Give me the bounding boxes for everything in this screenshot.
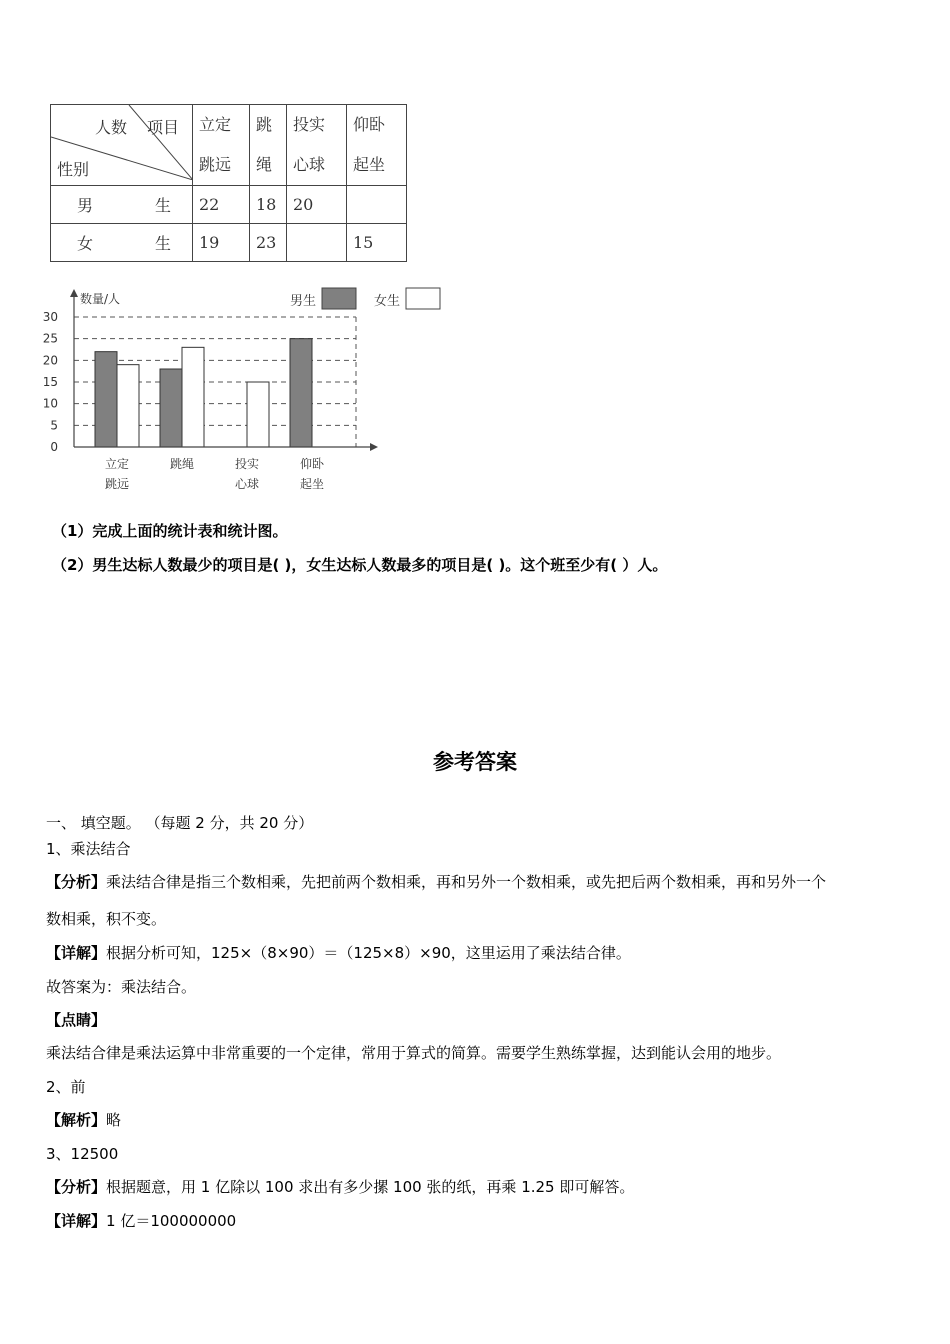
answer-line xyxy=(46,1176,634,1197)
answer-text: 根据题意，用 1 亿除以 100 求出有多少摞 100 张的纸，再乘 1.25 即可解答。 xyxy=(106,1178,635,1196)
answer-text: 2、前 xyxy=(46,1078,86,1096)
chart-legend xyxy=(290,288,440,309)
column-header: 仰卧 起坐 xyxy=(347,105,407,186)
column-header: 投实 心球 xyxy=(287,105,347,186)
answer-text: 根据分析可知，125×（8×90）＝（125×8）×90，这里运用了乘法结合律。 xyxy=(106,944,631,962)
legend-label-male: 男生 xyxy=(290,294,317,309)
x-axis-arrow xyxy=(370,443,378,451)
bar-female xyxy=(182,347,204,447)
x-category-label: 跳远 xyxy=(104,477,130,491)
x-category-label: 起坐 xyxy=(299,477,325,491)
answer-text: 3、12500 xyxy=(46,1145,119,1163)
x-category-labels xyxy=(105,456,325,491)
answer-line xyxy=(46,838,131,859)
y-tick-label: 20 xyxy=(42,353,58,368)
table-cell: 15 xyxy=(347,224,407,262)
answer-tag: 【分析】 xyxy=(46,1178,107,1196)
table-cell: 18 xyxy=(250,186,287,224)
corner-label-gender: 性别 xyxy=(57,160,90,179)
bar-female xyxy=(117,365,139,447)
answer-line xyxy=(46,1210,236,1231)
answer-line xyxy=(46,1076,86,1097)
answer-text: 数相乘，积不变。 xyxy=(46,910,167,928)
answer-text: 一、 填空题。 （每题 2 分，共 20 分） xyxy=(46,814,314,832)
y-tick-label: 30 xyxy=(42,310,58,324)
table-row xyxy=(51,186,407,224)
statistics-table xyxy=(50,104,406,255)
row-label: 女 生 xyxy=(51,224,193,262)
table-row xyxy=(51,224,407,262)
bar-chart xyxy=(40,285,460,495)
answer-line xyxy=(46,1009,106,1030)
corner-label-item: 项目 xyxy=(147,118,180,137)
answer-line xyxy=(46,871,826,892)
x-category-label: 跳绳 xyxy=(169,457,195,471)
y-axis-label: 数量/人 xyxy=(80,292,121,306)
answer-tag: 【详解】 xyxy=(46,944,107,962)
y-tick-label: 5 xyxy=(50,418,58,433)
bar-male xyxy=(160,369,182,447)
row-label: 男 生 xyxy=(51,186,193,224)
answer-tag: 【分析】 xyxy=(46,873,107,891)
answer-text: 乘法结合律是乘法运算中非常重要的一个定律，常用于算式的简算。需要学生熟练掌握，达到能认会用的地步。 xyxy=(46,1044,782,1062)
answer-text: 略 xyxy=(106,1111,122,1129)
table-corner-header xyxy=(51,105,193,186)
corner-label-count: 人数 xyxy=(95,118,128,137)
question-2: （2）男生达标人数最少的项目是( )，女生达标人数最多的项目是( )。这个班至少有( ）人。 xyxy=(52,556,668,574)
column-header: 跳 绳 xyxy=(250,105,287,186)
y-axis-arrow xyxy=(70,289,78,297)
table-cell: 23 xyxy=(250,224,287,262)
y-tick-label: 15 xyxy=(42,375,58,389)
answer-line xyxy=(46,812,313,833)
answer-text: 故答案为：乘法结合。 xyxy=(46,978,197,996)
answer-tag: 【解析】 xyxy=(46,1111,107,1129)
answer-tag: 【详解】 xyxy=(46,1212,107,1230)
answer-line xyxy=(46,908,166,929)
x-category-label: 投实 xyxy=(234,457,260,471)
x-category-label: 立定 xyxy=(104,457,130,471)
legend-swatch-female xyxy=(406,288,440,309)
y-tick-label: 25 xyxy=(42,331,58,346)
bar-male xyxy=(290,339,312,447)
table-cell xyxy=(347,186,407,224)
column-header: 立定 跳远 xyxy=(193,105,250,186)
answer-line xyxy=(46,1109,121,1130)
y-tick-label: 0 xyxy=(50,440,58,454)
legend-swatch-male xyxy=(322,288,356,309)
table-cell xyxy=(287,224,347,262)
y-tick-label: 10 xyxy=(42,396,58,411)
legend-label-female: 女生 xyxy=(374,294,401,309)
answer-line xyxy=(46,1143,118,1164)
answer-text: 1、乘法结合 xyxy=(46,840,131,858)
bar-male xyxy=(95,352,117,447)
answers-title: 参考答案 xyxy=(433,750,517,774)
table-cell: 19 xyxy=(193,224,250,262)
answer-tag: 【点睛】 xyxy=(46,1011,107,1029)
question-1: （1）完成上面的统计表和统计图。 xyxy=(52,522,288,540)
answer-text: 乘法结合律是指三个数相乘，先把前两个数相乘，再和另外一个数相乘，或先把后两个数相乘，再和另外一个 xyxy=(106,873,827,891)
answer-line xyxy=(46,1042,781,1063)
table-cell: 20 xyxy=(287,186,347,224)
chart-bars xyxy=(95,339,312,447)
answer-line xyxy=(46,976,196,997)
y-tick-labels xyxy=(43,310,58,454)
answer-text: 1 亿＝100000000 xyxy=(106,1212,237,1230)
x-category-label: 心球 xyxy=(234,477,260,491)
table-cell: 22 xyxy=(193,186,250,224)
answer-line xyxy=(46,942,631,963)
bar-female xyxy=(247,382,269,447)
x-category-label: 仰卧 xyxy=(299,457,325,471)
